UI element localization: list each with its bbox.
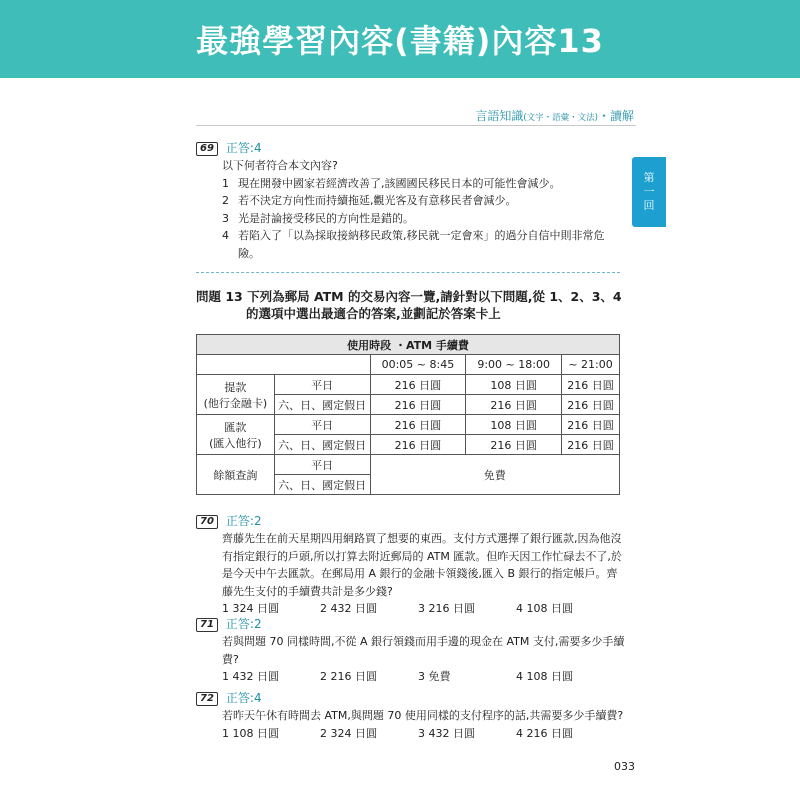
options-row — [196, 668, 626, 686]
time-header: 9:00 ~ 18:00 — [466, 355, 562, 375]
atm-fee-table — [196, 334, 620, 495]
answer-label: 正答:4 — [225, 690, 262, 705]
question-text: 以下何者符合本文內容? — [222, 159, 338, 172]
table-row — [197, 455, 620, 475]
dashed-divider — [196, 272, 620, 273]
fee-cell: 216 日圓 — [562, 415, 620, 435]
fee-cell: 216 日圓 — [370, 435, 466, 455]
question-text: 若昨天午休有時間去 ATM,與問題 70 使用同樣的支付程序的話,共需要多少手續費? — [222, 709, 624, 722]
side-tab-char: 一 — [643, 185, 655, 198]
day-type: 六、日、國定假日 — [274, 475, 370, 495]
transfer-label: 匯款 (匯入他行) — [197, 415, 275, 455]
problem-line-2: 的選項中選出最適合的答案,並劃記於答案卡上 — [246, 306, 501, 321]
fee-cell: 216 日圓 — [466, 395, 562, 415]
question-number: 70 — [196, 515, 218, 529]
question-72 — [196, 690, 626, 742]
option: 4 216 日圓 — [516, 726, 573, 740]
banner — [0, 0, 800, 78]
option: 1 324 日圓 — [222, 602, 279, 615]
answer-label: 正答:2 — [225, 616, 262, 631]
fee-cell: 216 日圓 — [562, 435, 620, 455]
side-tab-char: 第 — [643, 171, 655, 184]
day-type: 平日 — [274, 375, 370, 395]
fee-cell: 108 日圓 — [466, 415, 562, 435]
fee-cell: 216 日圓 — [466, 435, 562, 455]
answer-label: 正答:2 — [225, 513, 262, 528]
option: 2 若不決定方向性而持續拖延,觀光客及有意移民者會減少。 — [222, 194, 517, 207]
problem-line-1: 問題 13 下列為郵局 ATM 的交易內容一覽,請針對以下問題,從 1、2、3、4 — [196, 289, 622, 304]
time-header: 00:05 ~ 8:45 — [370, 355, 466, 375]
day-type: 平日 — [274, 415, 370, 435]
question-69 — [196, 140, 626, 262]
table-row — [197, 415, 620, 435]
question-number: 71 — [196, 618, 218, 632]
fee-cell: 216 日圓 — [562, 395, 620, 415]
side-tab — [632, 157, 666, 227]
side-tab-char: 回 — [643, 199, 655, 212]
option: 4 若陷入了「以為採取接納移民政策,移民就一定會來」的過分自信中則非常危險。 — [222, 229, 605, 260]
table-row — [197, 375, 620, 395]
fee-cell: 216 日圓 — [370, 415, 466, 435]
option: 2 216 日圓 — [320, 670, 377, 683]
day-type: 平日 — [274, 455, 370, 475]
fee-cell: 216 日圓 — [562, 375, 620, 395]
option: 3 432 日圓 — [418, 726, 475, 740]
header-rule — [196, 125, 636, 126]
question-71 — [196, 616, 626, 686]
banner-title: 最強學習內容(書籍)內容13 — [196, 22, 604, 60]
section-title: 言語知識 — [475, 109, 524, 123]
option: 3 216 日圓 — [418, 602, 475, 615]
option: 1 108 日圓 — [222, 726, 279, 740]
question-number: 72 — [196, 692, 218, 706]
question-text: 齊藤先生在前天星期四用網路買了想要的東西。支付方式選擇了銀行匯款,因為他沒有指定銀行的戶頭,所以打算去附近郵局的 ATM 匯款。但昨天因工作忙碌去不了,於是今天中午去匯款。在郵局用 A 銀行的金融卡領錢後,匯入 B 銀行的指定帳戶。齊藤先生支付的手續費共計是多少錢? — [222, 532, 622, 598]
option: 1 432 日圓 — [222, 670, 279, 683]
question-70 — [196, 513, 626, 618]
option: 2 324 日圓 — [320, 726, 377, 740]
time-header: ~ 21:00 — [562, 355, 620, 375]
problem-heading — [196, 288, 636, 322]
question-text: 若與問題 70 同樣時間,不從 A 銀行領錢而用手邊的現金在 ATM 支付,需要多少手續費? — [222, 635, 625, 666]
option: 3 免費 — [418, 670, 451, 683]
question-number: 69 — [196, 142, 218, 156]
option: 4 108 日圓 — [516, 670, 573, 683]
option: 3 光是討論接受移民的方向性是錯的。 — [222, 211, 414, 225]
option: 1 現在開發中國家若經濟改善了,該國國民移民日本的可能性會減少。 — [222, 176, 561, 190]
day-type: 六、日、國定假日 — [274, 395, 370, 415]
free-cell: 免費 — [370, 455, 619, 495]
option: 2 432 日圓 — [320, 602, 377, 615]
page-number: 033 — [614, 760, 635, 773]
section-header — [475, 107, 634, 124]
withdraw-label: 提款 (他行金融卡) — [197, 375, 275, 415]
balance-label: 餘額查詢 — [197, 455, 275, 495]
section-subtitle: (文字・語彙・文法) — [523, 113, 598, 123]
fee-cell: 216 日圓 — [370, 395, 466, 415]
answer-label: 正答:4 — [225, 140, 262, 155]
fee-cell: 108 日圓 — [466, 375, 562, 395]
day-type: 六、日、國定假日 — [274, 435, 370, 455]
table-row — [197, 355, 620, 375]
table-title: 使用時段 ・ATM 手續費 — [197, 335, 620, 355]
option: 4 108 日圓 — [516, 602, 573, 615]
options-row — [196, 725, 626, 743]
section-tail: ・讀解 — [597, 109, 634, 123]
fee-cell: 216 日圓 — [370, 375, 466, 395]
